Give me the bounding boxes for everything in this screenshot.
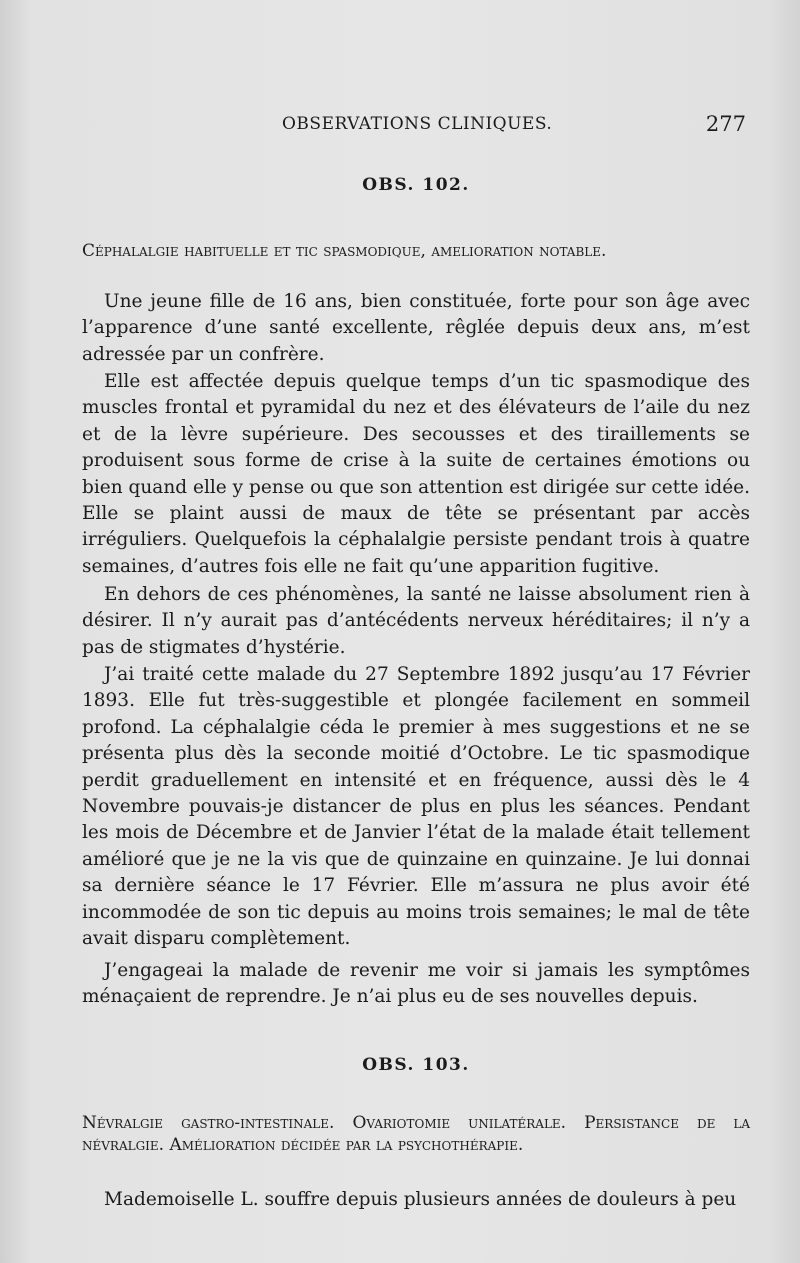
obs-103-title: OBS. 103. (362, 1055, 470, 1075)
obs-102-heading: Céphalalgie habituelle et tic spasmodique, amelioration notable. (82, 241, 607, 261)
obs-102-paragraph-2: Elle est affectée depuis quelque temps d’un tic spasmodique des muscles frontal et pyramidal du nez et des élévateurs de l’aile du nez et de la lèvre supérieure. Des secousses et des tiraillements se produisent sous forme de crise à la suite de certaines émotions ou bien quand elle y pense ou que son attention est dirigée sur cette idée. Elle se plaint aussi de maux de tête se présentant par accès irréguliers. Quelquefois la céphalalgie persiste pendant trois à quatre semaines, d’autres fois elle ne fait qu’une apparition fugitive. (82, 371, 750, 577)
obs-102-paragraph-3: En dehors de ces phénomènes, la santé ne laisse absolument rien à désirer. Il n’y aurait pas d’antécédents nerveux héréditaires; il n’y a pas de stigmates d’hystérie. (82, 584, 750, 658)
obs-102-title: OBS. 102. (362, 175, 470, 195)
page-number: 277 (705, 112, 746, 136)
obs-103-heading: Névralgie gastro-intestinale. Ovariotomie unilatérale. Persistance de la névralgie. Amélioration décidée par la psychothérapie. (82, 1113, 750, 1155)
obs-102-paragraph-5: J’engageai la malade de revenir me voir si jamais les symptômes ménaçaient de reprendre. Je n’ai plus eu de ses nouvelles depuis. (82, 960, 750, 1008)
page-header (82, 112, 750, 142)
obs-103-paragraph-1: Mademoiselle L. souffre depuis plusieurs années de douleurs à peu (104, 1189, 737, 1210)
obs-102-paragraph-4: J’ai traité cette malade du 27 Septembre 1892 jusqu’au 17 Février 1893. Elle fut très-suggestible et plongée facilement en sommeil profond. La céphalalgie céda le premier à mes suggestions et ne se présenta plus dès la seconde moitié d’Octobre. Le tic spasmodique perdit graduellement en intensité et en fréquence, aussi dès le 4 Novembre pouvais-je distancer de plus en plus les séances. Pendant les mois de Décembre et de Janvier l’état de la malade était tellement amélioré que je ne la vis que de quinzaine en quinzaine. Je lui donnai sa dernière séance le 17 Février. Elle m’assura ne plus avoir été incommodée de son tic depuis au moins trois semaines; le mal de tête avait disparu complètement. (82, 664, 750, 950)
obs-102-paragraph-1: Une jeune fille de 16 ans, bien constituée, forte pour son âge avec l’apparence d’une santé excellente, rêglée depuis deux ans, m’est adressée par un confrère. (82, 291, 750, 365)
running-head: OBSERVATIONS CLINIQUES. (282, 114, 553, 134)
